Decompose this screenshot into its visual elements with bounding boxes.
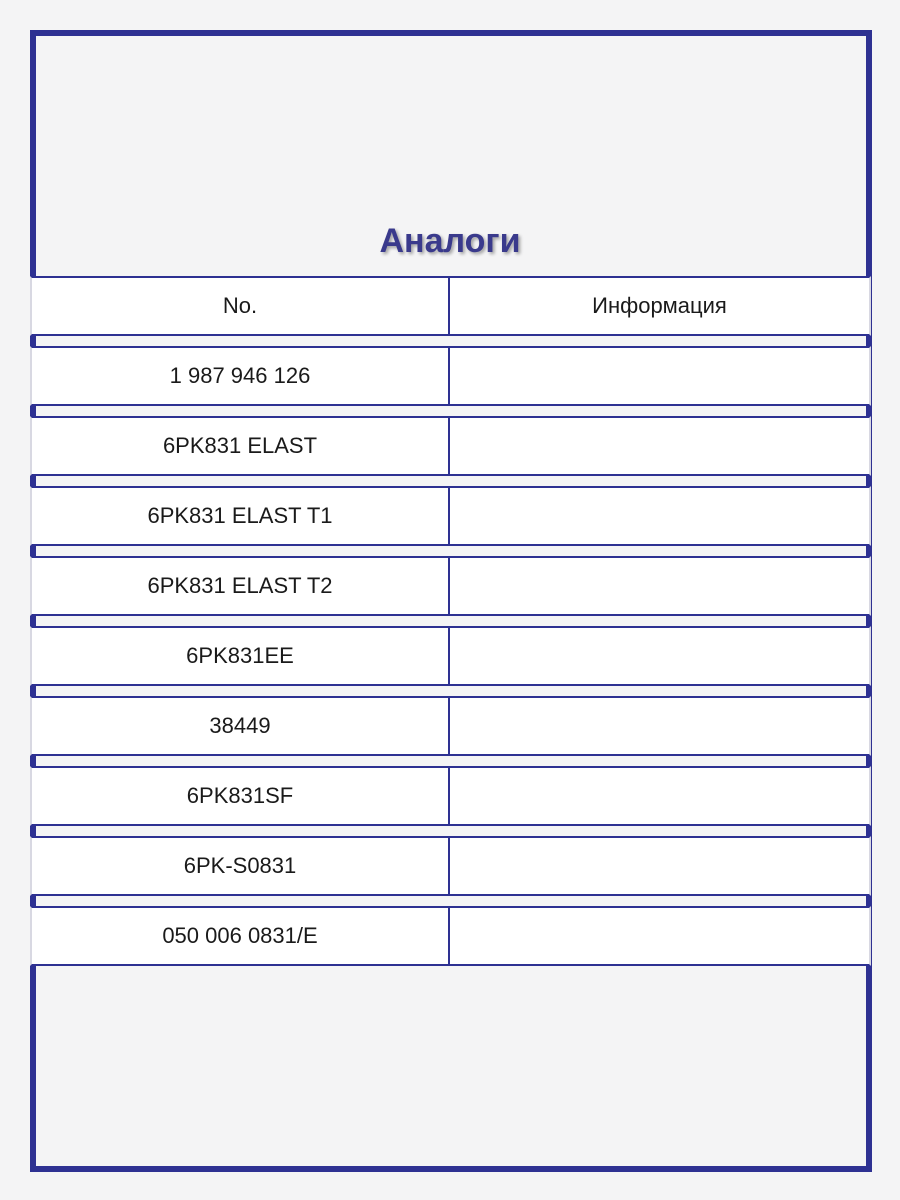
table-header-row <box>30 276 871 336</box>
table-row <box>30 416 871 476</box>
cell-no: 6PK831 ELAST T1 <box>32 488 450 544</box>
table-row <box>30 766 871 826</box>
cell-no: 6PK831 ELAST T2 <box>32 558 450 614</box>
cell-no: 050 006 0831/E <box>32 908 450 964</box>
cell-no: 6PK-S0831 <box>32 838 450 894</box>
cell-info <box>450 908 869 964</box>
cell-no: 1 987 946 126 <box>32 348 450 404</box>
page-title: Аналоги <box>379 222 521 260</box>
analogs-table <box>30 276 871 976</box>
table-row <box>30 906 871 966</box>
cell-no: 6PK831EE <box>32 628 450 684</box>
cell-info <box>450 488 869 544</box>
table-row <box>30 696 871 756</box>
cell-info <box>450 628 869 684</box>
table-row <box>30 836 871 896</box>
cell-info <box>450 348 869 404</box>
header-info: Информация <box>592 293 727 318</box>
cell-info <box>450 768 869 824</box>
cell-no: 38449 <box>32 698 450 754</box>
cell-info <box>450 558 869 614</box>
table-row <box>30 486 871 546</box>
cell-info <box>450 418 869 474</box>
table-row <box>30 626 871 686</box>
cell-info <box>450 698 869 754</box>
cell-no: 6PK831SF <box>32 768 450 824</box>
header-no: No. <box>32 278 450 334</box>
cell-info <box>450 838 869 894</box>
table-row <box>30 556 871 616</box>
cell-no: 6PK831 ELAST <box>32 418 450 474</box>
table-row <box>30 346 871 406</box>
